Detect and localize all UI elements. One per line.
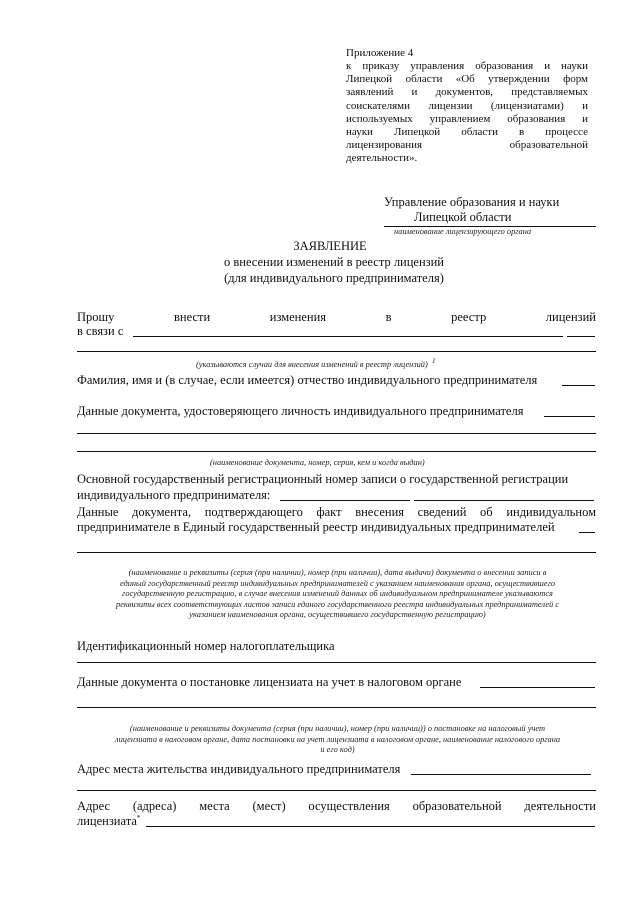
- word: Адрес: [77, 799, 111, 813]
- appendix-line: [346, 113, 588, 126]
- word: Данные: [77, 505, 119, 519]
- full-name-field-line[interactable]: [562, 385, 595, 386]
- egrip-label-line1: [77, 505, 596, 520]
- appendix-line: [346, 86, 588, 99]
- licensee-label: лицензиата*: [77, 813, 141, 828]
- residence-field-line-2[interactable]: [77, 790, 596, 791]
- word: внесения: [355, 505, 405, 519]
- appendix-line: [346, 100, 588, 113]
- word: в: [385, 310, 392, 324]
- caption-line: (наименование и реквизиты (серия (при наличии), номер (при наличии), дата выдачи) документа о внесении записи в: [128, 568, 547, 577]
- word: науки: [561, 60, 588, 72]
- word: области: [461, 126, 498, 138]
- identity-field-line-2[interactable]: [77, 433, 596, 434]
- caption-line: государственную регистрацию, в случае внесения изменений данных об индивидуальном предпринимателе указываются: [122, 589, 553, 599]
- word: (адреса): [132, 799, 177, 813]
- caption-line: (наименование и реквизиты документа (серия (при наличии), номер (при наличии)) о постановке на налоговый учет: [129, 724, 546, 733]
- word: деятельности: [524, 799, 596, 813]
- word: процессе: [545, 126, 588, 138]
- word: изменения: [269, 310, 327, 324]
- identity-caption: (наименование документа, номер, серия, кем и когда выдан): [210, 458, 425, 467]
- appendix-title: Приложение 4: [346, 47, 414, 59]
- word: управлением: [429, 112, 491, 125]
- reason-field-line[interactable]: [133, 336, 563, 337]
- word: утверждении: [488, 73, 550, 86]
- word: образования: [475, 60, 534, 72]
- word: факт: [316, 505, 342, 519]
- caption-line: указанием наименования органа, осуществившего государственную регистрацию): [189, 610, 486, 620]
- word: и: [582, 99, 588, 112]
- authority-name-line2: Липецкой области: [414, 210, 512, 224]
- word: реестр: [451, 310, 487, 324]
- word: образовательной: [509, 139, 588, 152]
- identity-field-line-3[interactable]: [77, 451, 596, 452]
- word: внести: [174, 310, 211, 324]
- reason-field-line-end[interactable]: [567, 336, 595, 337]
- word: Прошу: [77, 310, 115, 324]
- word: представляемых: [511, 86, 588, 99]
- word: науки: [346, 126, 373, 138]
- egrip-field-line-2[interactable]: [77, 552, 596, 553]
- in-connection-label: в связи с: [77, 324, 124, 338]
- word: и: [544, 60, 551, 72]
- caption-line: и его код): [320, 745, 355, 755]
- caption-line: реквизиты всех соответствующих листов записи единого государственного реестра индивидуальных предпринимателей с: [116, 599, 559, 609]
- word: приказу: [362, 60, 400, 72]
- caption-line: единый государственный реестр индивидуальных предпринимателей с указанием наименования органа, осуществившего: [119, 578, 556, 588]
- word: используемых: [346, 112, 413, 125]
- caption-line: лицензиата в налоговом органе, дата постановки на учет лицензиата в налоговом органе, наименование налогового органа: [114, 734, 561, 744]
- word: соискателями: [346, 99, 411, 112]
- identity-field-line[interactable]: [544, 416, 595, 417]
- word: и: [582, 112, 588, 125]
- word: лицензии: [428, 99, 473, 112]
- word: места: [199, 799, 230, 813]
- document-subtitle-2: (для индивидуального предпринимателя): [224, 271, 444, 285]
- word: (мест): [252, 799, 286, 813]
- word: лицензирования: [346, 139, 423, 152]
- appendix-line: [346, 60, 588, 73]
- ogrn-label-line1: Основной государственный регистрационный номер записи о государственной регистрации: [77, 472, 569, 486]
- appendix-line: [346, 126, 588, 139]
- tax-field-line[interactable]: [480, 687, 595, 688]
- appendix-line: [346, 152, 417, 165]
- word: об: [480, 505, 493, 519]
- word: к: [346, 60, 352, 72]
- request-line: [77, 310, 596, 325]
- ogrn-field-line[interactable]: [280, 500, 410, 501]
- word: области: [405, 73, 443, 86]
- authority-name-line1: Управление образования и науки: [384, 195, 560, 209]
- identity-document-label: Данные документа, удостоверяющего личность индивидуального предпринимателя: [77, 404, 524, 418]
- egrip-label-line2: предпринимателе в Единый государственный реестр индивидуальных предпринимателей: [77, 520, 555, 534]
- residence-label: Адрес места жительства индивидуального предпринимателя: [77, 762, 401, 776]
- word: индивидуальном: [506, 505, 596, 519]
- word: образования: [507, 112, 566, 125]
- full-name-label: Фамилия, имя и (в случае, если имеется) отчество индивидуального предпринимателя: [77, 373, 538, 387]
- document-subtitle-1: о внесении изменений в реестр лицензий: [223, 255, 444, 269]
- document-title: ЗАЯВЛЕНИЕ: [293, 239, 367, 253]
- word: сведений: [417, 505, 467, 519]
- word: Липецкой: [346, 73, 393, 86]
- word: и: [411, 86, 418, 99]
- word: образовательной: [412, 799, 502, 813]
- word: форм: [563, 73, 588, 86]
- appendix-line: [346, 73, 588, 86]
- tax-field-line-2[interactable]: [77, 707, 596, 708]
- activity-address-label: [77, 799, 596, 814]
- word: подтверждающего: [204, 505, 303, 519]
- egrip-field-line[interactable]: [579, 532, 595, 533]
- word: заявлений: [346, 86, 394, 99]
- word: осуществления: [308, 799, 390, 813]
- inn-label: Идентификационный номер налогоплательщика: [77, 639, 335, 653]
- word: деятельности».: [346, 152, 418, 165]
- cases-caption: (указываются случаи для внесения изменений в реестр лицензий) $^1$: [196, 357, 436, 369]
- inn-field-line[interactable]: [77, 662, 596, 663]
- authority-caption: наименование лицензирующего органа: [394, 227, 532, 236]
- residence-field-line[interactable]: [411, 774, 591, 775]
- word: документа,: [132, 505, 192, 519]
- word: лицензий: [545, 310, 596, 324]
- word: управления: [410, 60, 465, 72]
- word: (лицензиатами): [490, 99, 564, 112]
- ogrn-field-line-end[interactable]: [414, 500, 594, 501]
- word: Липецкой: [393, 126, 441, 138]
- appendix-line: [346, 139, 588, 152]
- word: в: [519, 126, 525, 138]
- word: «Об: [455, 73, 475, 86]
- reason-field-line-2[interactable]: [77, 351, 596, 352]
- word: документов,: [435, 86, 494, 99]
- activity-field-line[interactable]: [146, 826, 595, 827]
- ogrn-label-line2: индивидуального предпринимателя:: [77, 488, 271, 502]
- tax-document-label: Данные документа о постановке лицензиата на учет в налоговом органе: [77, 675, 462, 689]
